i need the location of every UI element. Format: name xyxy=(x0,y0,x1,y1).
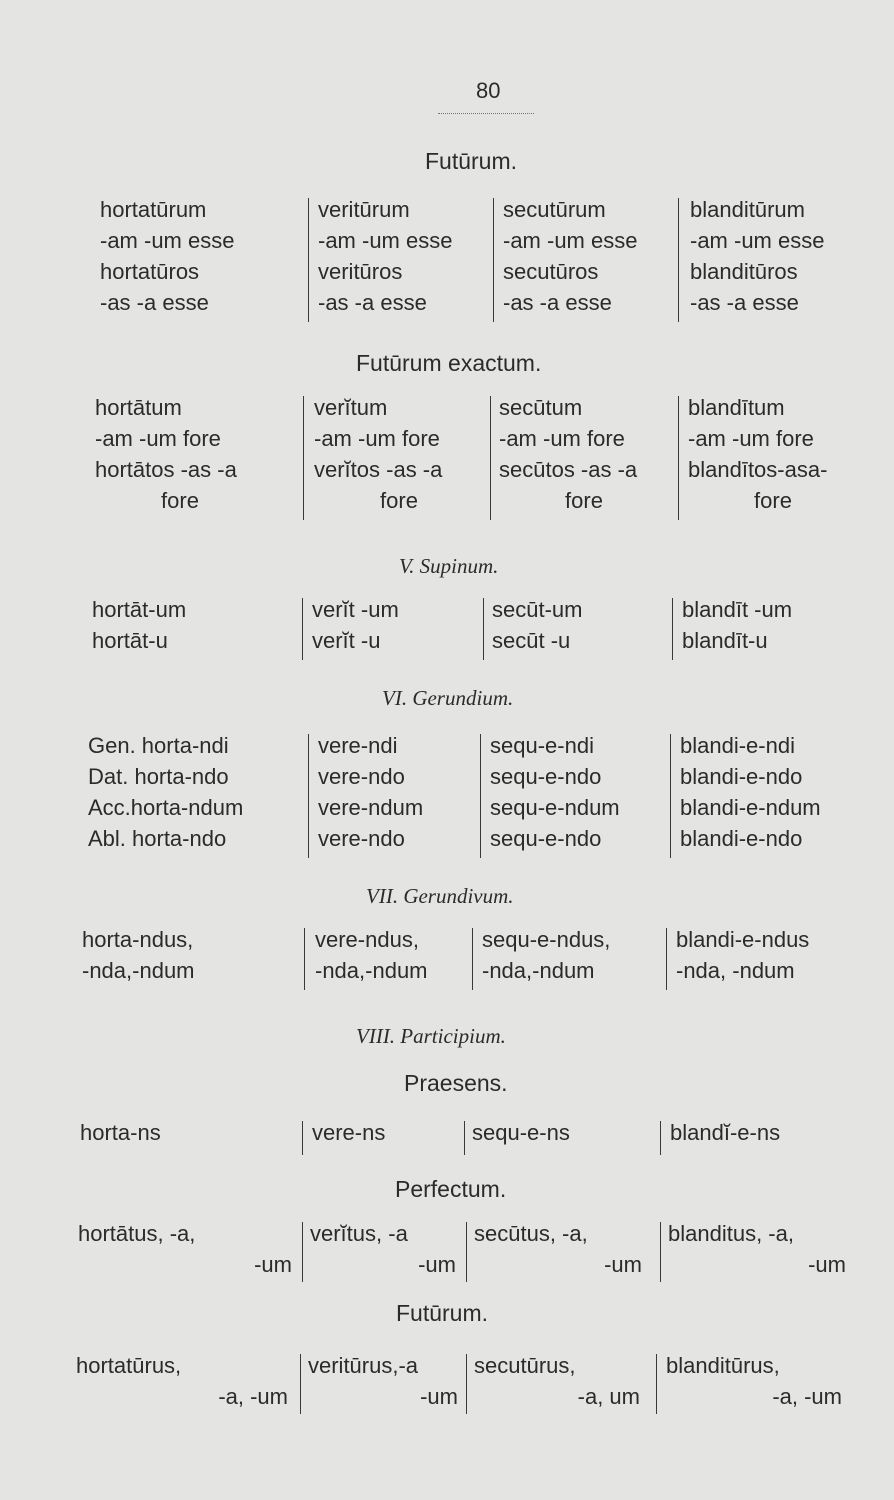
page-number-rule xyxy=(438,113,534,114)
column-divider xyxy=(656,1354,657,1414)
column-blandior xyxy=(676,924,809,986)
form-line: veritūrum xyxy=(318,197,410,222)
form-line: -um xyxy=(808,1252,846,1277)
form-line: -a, um xyxy=(577,1384,640,1409)
column-divider xyxy=(303,396,304,520)
form-line: -am -um esse xyxy=(100,228,235,253)
form-line: verĭtos -as -a xyxy=(314,457,443,482)
form-line: secūtus, -a, xyxy=(474,1221,588,1246)
form-line: sequ-e-ndi xyxy=(490,733,594,758)
form-line: -um xyxy=(254,1252,292,1277)
column-vereor xyxy=(314,392,484,516)
form-line: -as -a esse xyxy=(503,290,612,315)
form-line: blandi-e-ndo xyxy=(680,826,803,851)
form-line: -am -um fore xyxy=(499,426,625,451)
form-line: blanditūrum xyxy=(690,197,805,222)
form-line: sequ-e-ndus, xyxy=(482,927,611,952)
column-vereor xyxy=(318,194,452,318)
form-line: hortatūrus, xyxy=(76,1353,182,1378)
form-line: hortāt-um xyxy=(92,597,187,622)
form-line: Abl. horta-ndo xyxy=(88,826,227,851)
form-line: blandītos-asa- xyxy=(688,457,828,482)
column-hortor xyxy=(88,730,243,854)
column-divider xyxy=(472,928,473,990)
column-sequor xyxy=(492,594,582,656)
column-sequor xyxy=(472,1117,570,1148)
form-line: fore xyxy=(754,488,792,513)
form-line: horta-ndus, xyxy=(82,927,194,952)
column-sequor xyxy=(482,924,610,986)
column-hortor xyxy=(78,1218,292,1280)
form-line: sequ-e-ndo xyxy=(490,826,602,851)
form-line: vere-ndo xyxy=(318,826,405,851)
column-divider xyxy=(660,1121,661,1155)
form-line: Acc.horta-ndum xyxy=(88,795,244,820)
form-line: fore xyxy=(380,488,418,513)
form-line: secūt-um xyxy=(492,597,583,622)
section-heading: V. Supinum. xyxy=(399,554,499,578)
form-line: hortatūrum xyxy=(100,197,207,222)
page-number: 80 xyxy=(476,78,501,103)
form-line: veritūros xyxy=(318,259,403,284)
form-line: blanditūrus, xyxy=(666,1353,780,1378)
form-line: verĭtum xyxy=(314,395,388,420)
form-line: -nda,-ndum xyxy=(82,958,195,983)
column-vereor xyxy=(315,924,428,986)
form-line: blandĭ-e-ns xyxy=(670,1120,781,1145)
form-line: -a, -um xyxy=(218,1384,288,1409)
column-divider xyxy=(302,598,303,660)
form-line: vere-ndi xyxy=(318,733,398,758)
form-line: -um xyxy=(604,1252,642,1277)
column-vereor xyxy=(310,1218,456,1280)
column-divider xyxy=(300,1354,301,1414)
form-line: blandi-e-ndi xyxy=(680,733,795,758)
form-line: blandīt -um xyxy=(682,597,793,622)
form-line: blanditus, -a, xyxy=(668,1221,794,1246)
section-heading: VIII. Participium. xyxy=(356,1024,506,1048)
form-line: veritūrus,-a xyxy=(308,1353,419,1378)
form-line: -as -a esse xyxy=(318,290,427,315)
form-line: hortātum xyxy=(95,395,182,420)
column-sequor xyxy=(503,194,637,318)
form-line: Gen. horta-ndi xyxy=(88,733,229,758)
column-divider xyxy=(302,1222,303,1282)
form-line: sequ-e-ndo xyxy=(490,764,602,789)
form-line: hortātus, -a, xyxy=(78,1221,196,1246)
column-divider xyxy=(480,734,481,858)
section-heading: VII. Gerundivum. xyxy=(366,884,514,908)
column-divider xyxy=(464,1121,465,1155)
form-line: -am -um fore xyxy=(688,426,814,451)
section-heading: VI. Gerundium. xyxy=(382,686,514,710)
form-line: vere-ndum xyxy=(318,795,424,820)
form-line: -a, -um xyxy=(772,1384,842,1409)
form-line: secutūrus, xyxy=(474,1353,576,1378)
column-sequor xyxy=(499,392,669,516)
column-hortor xyxy=(100,194,234,318)
column-divider xyxy=(490,396,491,520)
column-divider xyxy=(678,396,679,520)
form-line: -um xyxy=(418,1252,456,1277)
column-sequor xyxy=(474,1350,640,1412)
column-divider xyxy=(666,928,667,990)
column-blandior xyxy=(682,594,792,656)
section-heading: Futūrum exactum. xyxy=(356,350,542,376)
form-line: horta-ns xyxy=(80,1120,161,1145)
form-line: blandīt-u xyxy=(682,628,768,653)
column-divider xyxy=(308,734,309,858)
form-line: -am -um fore xyxy=(314,426,440,451)
column-hortor xyxy=(76,1350,288,1412)
form-line: fore xyxy=(565,488,603,513)
form-line: -am -um esse xyxy=(318,228,453,253)
column-divider xyxy=(672,598,673,660)
column-hortor xyxy=(82,924,195,986)
column-blandior xyxy=(680,730,821,854)
form-line: -am -um fore xyxy=(95,426,221,451)
column-divider xyxy=(483,598,484,660)
column-divider xyxy=(466,1222,467,1282)
section-heading: Perfectum. xyxy=(395,1176,507,1202)
section-heading: Futūrum. xyxy=(396,1300,489,1326)
column-blandior xyxy=(670,1117,780,1148)
form-line: fore xyxy=(161,488,199,513)
column-vereor xyxy=(308,1350,458,1412)
column-blandior xyxy=(690,194,824,318)
form-line: blandi-e-ndum xyxy=(680,795,821,820)
form-line: hortāt-u xyxy=(92,628,168,653)
section-heading: Futūrum. xyxy=(425,148,518,174)
column-divider xyxy=(493,198,494,322)
form-line: Dat. horta-ndo xyxy=(88,764,229,789)
column-blandior xyxy=(668,1218,846,1280)
form-line: -as -a esse xyxy=(100,290,209,315)
column-divider xyxy=(660,1222,661,1282)
form-line: secūtum xyxy=(499,395,583,420)
form-line: verĭt -u xyxy=(312,628,381,653)
form-line: verĭtus, -a xyxy=(310,1221,408,1246)
form-line: hortatūros xyxy=(100,259,200,284)
form-line: -as -a esse xyxy=(690,290,799,315)
form-line: -um xyxy=(420,1384,458,1409)
column-vereor xyxy=(312,594,399,656)
form-line: vere-ns xyxy=(312,1120,386,1145)
section-heading: Praesens. xyxy=(404,1070,508,1096)
form-line: hortātos -as -a xyxy=(95,457,237,482)
column-hortor xyxy=(92,594,186,656)
form-line: blandītum xyxy=(688,395,785,420)
column-divider xyxy=(670,734,671,858)
column-divider xyxy=(302,1121,303,1155)
form-line: secutūros xyxy=(503,259,599,284)
column-blandior xyxy=(666,1350,842,1412)
form-line: verĭt -um xyxy=(312,597,399,622)
form-line: vere-ndo xyxy=(318,764,405,789)
column-divider xyxy=(308,198,309,322)
column-sequor xyxy=(490,730,620,854)
form-line: secutūrum xyxy=(503,197,606,222)
form-line: vere-ndus, xyxy=(315,927,419,952)
column-divider xyxy=(466,1354,467,1414)
form-line: -nda,-ndum xyxy=(482,958,595,983)
column-divider xyxy=(678,198,679,322)
column-hortor xyxy=(80,1117,161,1148)
form-line: secūtos -as -a xyxy=(499,457,638,482)
column-hortor xyxy=(95,392,265,516)
form-line: -am -um esse xyxy=(690,228,825,253)
column-sequor xyxy=(474,1218,642,1280)
form-line: sequ-e-ns xyxy=(472,1120,570,1145)
form-line: secūt -u xyxy=(492,628,571,653)
column-vereor xyxy=(318,730,423,854)
form-line: sequ-e-ndum xyxy=(490,795,620,820)
form-line: blanditūros xyxy=(690,259,798,284)
column-divider xyxy=(304,928,305,990)
form-line: -am -um esse xyxy=(503,228,638,253)
form-line: -nda,-ndum xyxy=(315,958,428,983)
form-line: blandi-e-ndo xyxy=(680,764,803,789)
column-vereor xyxy=(312,1117,385,1148)
form-line: blandi-e-ndus xyxy=(676,927,810,952)
form-line: -nda, -ndum xyxy=(676,958,795,983)
column-blandior xyxy=(688,392,858,516)
